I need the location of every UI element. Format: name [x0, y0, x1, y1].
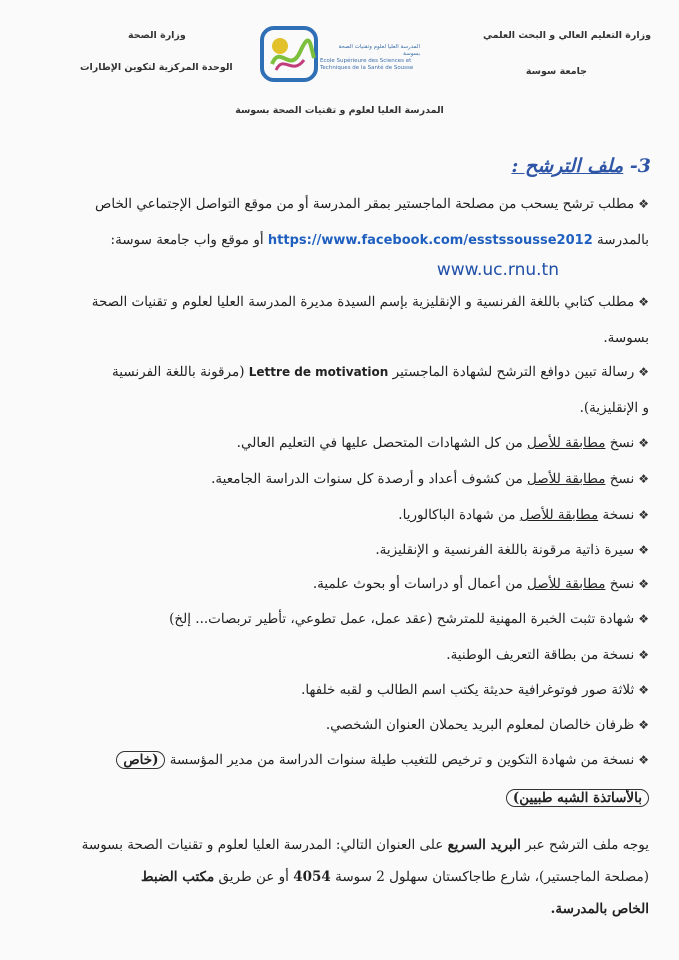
diamond-bullet-icon: ❖: [638, 472, 649, 486]
list-item-continuation: بالأساتذة الشبه طبيين): [506, 788, 649, 808]
list-item: ❖ثلاثة صور فوتوغرافية حديثة يكتب اسم الطالب و لقبه خلفها.: [301, 682, 649, 698]
diamond-bullet-icon: ❖: [638, 577, 649, 591]
university-website-link[interactable]: www.uc.rnu.tn: [436, 260, 559, 280]
list-item: ❖مطلب كتابي باللغة الفرنسية و الإنقليزية بإسم السيدة مديرة المدرسة العليا لعلوم و تقنيات الصحة: [91, 294, 649, 310]
list-item: ❖نسخة من شهادة التكوين و ترخيص للتغيب طيلة سنوات الدراسة من مدير المؤسسة (خاص: [22, 750, 649, 770]
ministry-higher-education: وزارة التعليم العالي و البحث العلمي: [483, 30, 651, 41]
section-title: [511, 155, 651, 177]
list-item: ❖رسالة تبين دوافع الترشح لشهادة الماجستير Lettre de motivation (مرقونة باللغة الفرنسية: [112, 364, 649, 380]
diamond-bullet-icon: ❖: [638, 753, 649, 767]
list-item: ❖نسخة من بطاقة التعريف الوطنية.: [446, 647, 649, 663]
logo-caption: المدرسة العليا لعلوم وتقنيات الصحة بسوسة Ecole Supérieure des Sciences et Techniques de la Santé de Sousse: [320, 44, 420, 71]
list-item: ❖نسخ مطابقة للأصل من أعمال أو دراسات أو بحوث علمية.: [312, 576, 649, 592]
diamond-bullet-icon: ❖: [638, 683, 649, 697]
training-unit: الوحدة المركزية لتكوين الإطارات: [80, 62, 233, 73]
submission-paragraph: يوجه ملف الترشح عبر البريد السريع على العنوان التالي: المدرسة العليا لعلوم و تقنيات الصحة بسوسة (مصلحة الماجستير)، شارع طاجاكستان سهلول 2 سوسة 4054 أو عن طريق مكتب الضبط الخاص بالمدرسة.: [81, 837, 649, 917]
section-title-text: ملف الترشح :: [511, 155, 624, 177]
list-item: ❖سيرة ذاتية مرقونة باللغة الفرنسية و الإنقليزية.: [375, 542, 649, 558]
list-item-continuation: بالمدرسة https://www.facebook.com/esstssousse2012 أو موقع واب جامعة سوسة:: [110, 232, 649, 248]
facebook-link[interactable]: https://www.facebook.com/esstssousse2012: [267, 233, 593, 248]
school-name: المدرسة العليا لعلوم و تقنيات الصحة بسوسة: [235, 105, 444, 116]
list-item: ❖نسخ مطابقة للأصل من كل الشهادات المتحصل عليها في التعليم العالي.: [236, 435, 649, 451]
list-item: ❖شهادة تثبت الخبرة المهنية للمترشح (عقد عمل، عمل تطوعي، تأطير تربصات... إلخ): [169, 611, 649, 627]
diamond-bullet-icon: ❖: [638, 612, 649, 626]
list-item-continuation: و الإنقليزية).: [579, 400, 649, 416]
university-name: جامعة سوسة: [525, 66, 587, 77]
school-logo-icon: [260, 24, 322, 86]
school-logo: [260, 24, 420, 86]
diamond-bullet-icon: ❖: [638, 365, 649, 379]
list-item-continuation: [437, 260, 559, 281]
diamond-bullet-icon: ❖: [638, 197, 649, 211]
list-item: ❖نسخ مطابقة للأصل من كشوف أعداد و أرصدة كل سنوات الدراسة الجامعية.: [211, 471, 649, 487]
diamond-bullet-icon: ❖: [638, 648, 649, 662]
diamond-bullet-icon: ❖: [638, 436, 649, 450]
section-number: 3-: [629, 155, 651, 177]
diamond-bullet-icon: ❖: [638, 718, 649, 732]
list-item: ❖نسخة مطابقة للأصل من شهادة الباكالوريا.: [398, 507, 649, 523]
diamond-bullet-icon: ❖: [638, 543, 649, 557]
ministry-health: وزارة الصحة: [128, 30, 186, 41]
list-item-continuation: بسوسة.: [603, 330, 649, 346]
list-item: ❖ظرفان خالصان لمعلوم البريد يحملان العنوان الشخصي.: [325, 717, 649, 733]
diamond-bullet-icon: ❖: [638, 295, 649, 309]
diamond-bullet-icon: ❖: [638, 508, 649, 522]
list-item: ❖مطلب ترشح يسحب من مصلحة الماجستير بمقر المدرسة أو من موقع التواصل الإجتماعي الخاص: [95, 196, 649, 212]
